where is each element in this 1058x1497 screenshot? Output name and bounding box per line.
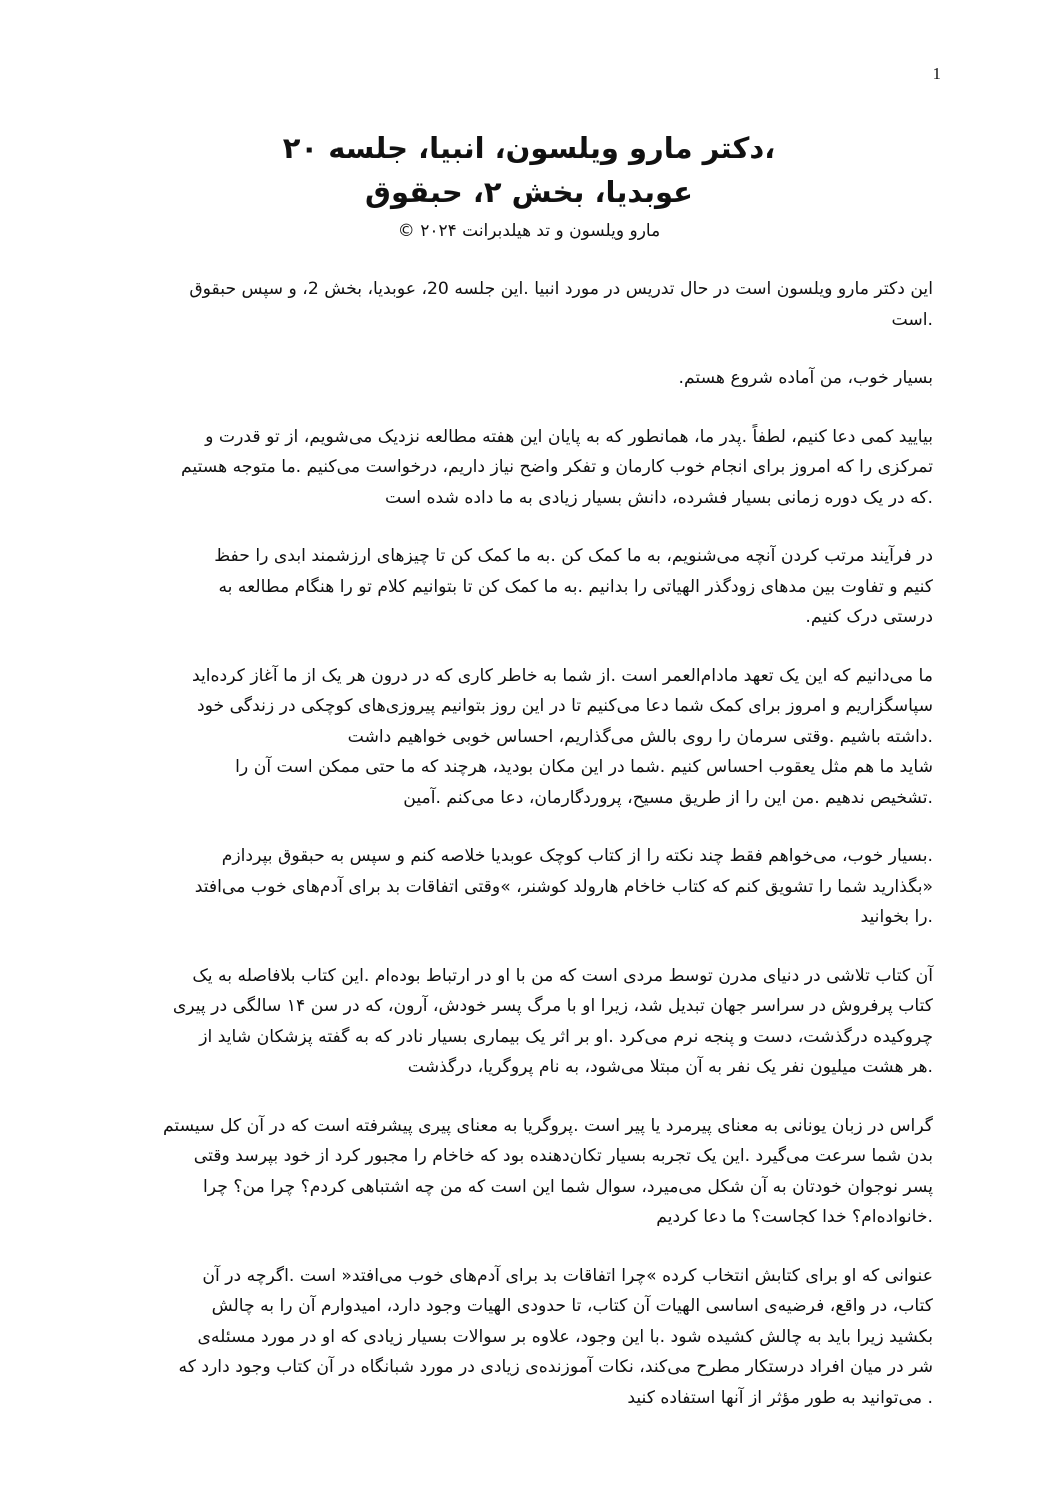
paragraph-line: .هر هشت میلیون نفر یک نفر به آن مبتلا می‌شود، به نام پروگریا، درگذشت — [407, 1057, 933, 1077]
paragraph-line: در فرآیند مرتب کردن آنچه می‌شنویم، به ما کمک کن .به ما کمک کن تا چیزهای ارزشمند ابدی را حفظ — [214, 546, 933, 566]
document-title-line-1: ،دکتر مارو ویلسون، انبیا، جلسه ۲۰ — [282, 131, 776, 165]
paragraph-line: .داشته باشیم .وقتی سرمان را روی بالش می‌گذاریم، احساس خوبی خواهیم داشت — [347, 726, 933, 747]
paragraph — [127, 961, 933, 1083]
paragraph-line: .خانواده‌ام؟ خدا کجاست؟ ما دعا کردیم — [656, 1207, 933, 1227]
paragraph-line: .بسیار خوب، می‌خواهم فقط چند نکته را از کتاب کوچک عوبدیا خلاصه کنم و سپس به حبقوق بپردازم — [221, 846, 933, 866]
document-title-line-2: عوبدیا، بخش ۲، حبقوق — [365, 175, 693, 209]
paragraph-line: چروکیده درگذشت، دست و پنجه نرم می‌کرد .او بر اثر یک بیماری بسیار نادر که به گفته پزشکان شاید از — [199, 1026, 933, 1047]
paragraph — [127, 274, 933, 335]
paragraph-line: بسیار خوب، من آماده شروع هستم. — [678, 368, 933, 388]
paragraph — [127, 661, 933, 814]
paragraph-line: . می‌توانید به طور مؤثر از آنها استفاده کنید — [627, 1387, 933, 1408]
page-number: 1 — [932, 64, 941, 83]
paragraph-line: بیایید کمی دعا کنیم، لطفاً .پدر ما، همانطور که به پایان این هفته مطالعه نزدیک می‌شویم، از تو قدرت و — [205, 426, 933, 447]
paragraph-line: شاید ما هم مثل یعقوب احساس کنیم .شما در این مکان بودید، هرچند که ما حتی ممکن است آن را — [235, 757, 933, 777]
paragraph-line: بکشید زیرا باید به چالش کشیده شود .با این وجود، علاوه بر سوالات بسیار زیادی که او در مورد مسئله‌ی — [197, 1326, 933, 1347]
paragraph-line: .تشخیص ندهیم .من این را از طریق مسیح، پروردگارمان، دعا می‌کنم .آمین — [403, 787, 933, 808]
paragraph — [127, 1111, 933, 1233]
paragraph-line: این دکتر مارو ویلسون است در حال تدریس در مورد انبیا .این جلسه 20، عوبدیا، بخش 2، و سپس حبقوق — [189, 279, 933, 299]
paragraph-line: ما می‌دانیم که این یک تعهد مادام‌العمر است .از شما به خاطر کاری که در درون هر یک از ما آغاز کرده‌اید — [191, 665, 933, 686]
copyright-notice: مارو ویلسون و تد هیلدبرانت ۲۰۲۴ © — [397, 221, 661, 241]
paragraph-line: بدن شما سرعت می‌گیرد .این یک تجربه بسیار تکان‌دهنده بود که خاخام را مجبور کرد از خود بپرسد وقتی — [193, 1146, 933, 1166]
paragraph — [127, 363, 933, 394]
paragraph — [127, 1261, 933, 1414]
paragraph-line: کنیم و تفاوت بین مدهای زودگذر الهیاتی را بدانیم .به ما کمک کن تا بتوانیم کلام تو را هنگام مطالعه به — [218, 576, 933, 597]
paragraph-line: گراس در زبان یونانی به معنای پیرمرد یا پیر است .پروگریا به معنای پیری پیشرفته است که در آن کل سیستم — [162, 1115, 933, 1136]
paragraph-line: درستی درک کنیم. — [805, 607, 933, 627]
paragraph-line: کتاب پرفروش در سراسر جهان تبدیل شد، زیرا او با مرگ پسر خودش، آرون، که در سن ۱۴ سالگی در پیری — [172, 996, 933, 1016]
paragraph-line: تمرکزی را که امروز برای انجام خوب کارمان و تفکر واضح نیاز داریم، درخواست می‌کنیم .ما متوجه هستیم — [180, 457, 933, 477]
paragraph-line: عنوانی که او برای کتابش انتخاب کرده »چرا اتفاقات بد برای آدم‌های خوب می‌افتد« است .اگرچه در آن — [202, 1265, 933, 1286]
paragraph — [127, 422, 933, 514]
paragraph-line: .که در یک دوره زمانی بسیار فشرده، دانش بسیار زیادی به ما داده شده است — [384, 487, 933, 508]
paragraph-line: سپاسگزاریم و امروز برای کمک شما دعا می‌کنیم تا در این روز بتوانیم پیروزی‌های کوچکی در زندگی خود — [196, 696, 933, 716]
document-header — [0, 126, 1058, 246]
paragraph-line: .است — [891, 309, 933, 330]
paragraph-line: شر در میان افراد درستکار مطرح می‌کند، نکات آموزنده‌ی زیادی در مورد شبانگاه در آن کتاب وجود دارد که — [178, 1357, 933, 1377]
paragraph-line: .را بخوانید — [860, 907, 933, 927]
paragraph-line: کتاب، در واقع، فرضیه‌ی اساسی الهیات آن کتاب، تا حدودی الهیات وجود دارد، امیدوارم آن را به چالش — [211, 1296, 933, 1316]
document-body — [127, 274, 933, 1441]
paragraph — [127, 541, 933, 633]
paragraph-line: آن کتاب تلاشی در دنیای مدرن توسط مردی است که من با او در ارتباط بوده‌ام .این کتاب بلافاصله به یک — [192, 965, 933, 986]
paragraph — [127, 841, 933, 933]
paragraph-line: «بگذارید شما را تشویق کنم که کتاب خاخام هارولد کوشنر، »وقتی اتفاقات بد برای آدم‌های خوب می‌افتد — [194, 876, 933, 897]
paragraph-line: پسر نوجوان خودتان به آن شکل می‌میرد، سوال شما این است که من چه اشتباهی کردم؟ چرا من؟ چرا — [203, 1176, 933, 1197]
